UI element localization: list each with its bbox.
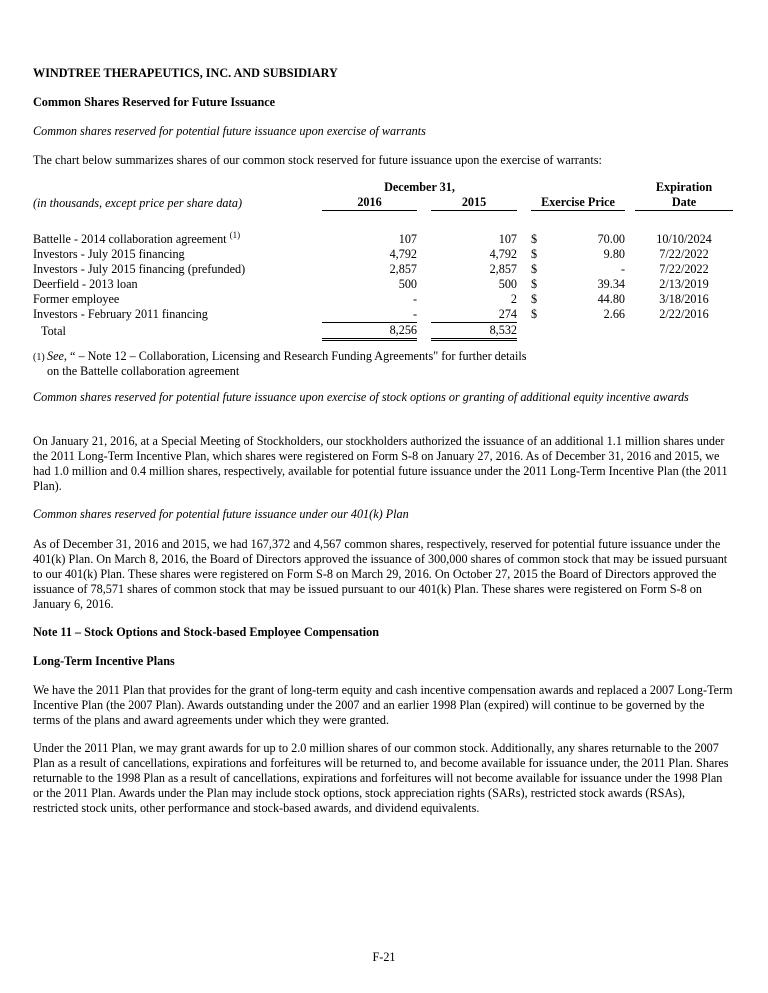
table-row bbox=[33, 232, 733, 247]
value-2016: - bbox=[412, 291, 417, 306]
exercise-price: - bbox=[620, 261, 625, 276]
options-paragraph: On January 21, 2016, at a Special Meeting of Stockholders, our stockholders authorized the issuance of an additional 1.1 million shares under the 2011 Long-Term Incentive Plan, which shares were registered on Form S-8 on January 27, 2016. As of December 31, 2016 and 2015, we had 1.0 million and 0.4 million shares, respectively, available for potential future issuance under the 2011 Long-Term Incentive Plan (the 2011 Plan). bbox=[33, 434, 728, 493]
expiration-date: 2/13/2019 bbox=[659, 276, 709, 291]
expiration-date: 7/22/2022 bbox=[659, 261, 709, 276]
warrants-intro: The chart below summarizes shares of our common stock reserved for future issuance upon the exercise of warrants: bbox=[33, 153, 602, 167]
expiration-date: 10/10/2024 bbox=[656, 231, 712, 246]
currency-symbol: $ bbox=[531, 291, 538, 306]
row-label: Investors - February 2011 financing bbox=[33, 307, 208, 321]
k401-subheading: Common shares reserved for potential future issuance under our 401(k) Plan bbox=[33, 507, 409, 521]
value-2015: 500 bbox=[498, 276, 517, 291]
total-row bbox=[33, 322, 733, 339]
exercise-price: 44.80 bbox=[597, 291, 625, 306]
footnote bbox=[33, 349, 533, 379]
col-2015-header: 2015 bbox=[431, 195, 517, 211]
row-label: Battelle - 2014 collaboration agreement bbox=[33, 231, 227, 246]
ltip-paragraph-1: We have the 2011 Plan that provides for the grant of long-term equity and cash incentive compensation awards and replaced a 2007 Long-Term Incentive Plan (the 2007 Plan). Awards outstanding under the 2007 and an earlier 1998 Plan (expired) will continue to be governed by the terms of the plans and award agreements under which they were granted. bbox=[33, 683, 733, 727]
table-row bbox=[33, 307, 733, 323]
total-2015: 8,532 bbox=[431, 322, 517, 339]
value-2015: 2,857 bbox=[489, 261, 517, 276]
expiration-date: 7/22/2022 bbox=[659, 246, 709, 261]
value-2016: 4,792 bbox=[389, 246, 417, 261]
value-2015: 2 bbox=[510, 291, 517, 306]
exercise-price-header: Exercise Price bbox=[531, 195, 625, 211]
footnote-see: See bbox=[47, 349, 64, 363]
value-2015: 107 bbox=[498, 231, 517, 246]
exercise-price: 2.66 bbox=[603, 307, 625, 321]
footnote-ref: (1) bbox=[229, 229, 241, 240]
value-2016: 107 bbox=[398, 231, 417, 246]
value-2016: - bbox=[412, 306, 417, 321]
warrants-table bbox=[33, 180, 733, 341]
value-2016: 500 bbox=[398, 276, 417, 291]
table-row bbox=[33, 292, 733, 307]
ltip-heading: Long-Term Incentive Plans bbox=[33, 654, 175, 668]
total-2016: 8,256 bbox=[322, 322, 417, 339]
row-label: Deerfield - 2013 loan bbox=[33, 276, 138, 291]
table-header-row-1 bbox=[33, 180, 733, 195]
table-row bbox=[33, 247, 733, 262]
exercise-price: 9.80 bbox=[603, 246, 625, 261]
currency-symbol: $ bbox=[531, 261, 538, 276]
note11-heading: Note 11 – Stock Options and Stock-based Employee Compensation bbox=[33, 625, 380, 639]
ltip-paragraph-2: Under the 2011 Plan, we may grant awards for up to 2.0 million shares of our common stock. Additionally, any shares returnable to the 2007 Plan as a result of cancellations, expirations and forfeitures will be returned to, and become available for issuance under, the 2011 Plan. Shares returnable to the 1998 Plan as a result of cancellations, expirations and forfeitures will not become available for issuance under the 1998 Plan or the 2011 Plan. Awards under the Plan may include stock options, stock appreciation rights (SARs), restricted stock awards (RSAs), restricted stock units, other performance and stock-based awards, and dividend equivalents. bbox=[33, 741, 729, 815]
warrants-subheading: Common shares reserved for potential future issuance upon exercise of warrants bbox=[33, 124, 426, 138]
table-row bbox=[33, 262, 733, 277]
currency-symbol: $ bbox=[531, 231, 538, 246]
footnote-mark: (1) bbox=[33, 352, 45, 363]
currency-symbol: $ bbox=[531, 307, 538, 321]
options-subheading: Common shares reserved for potential future issuance upon exercise of stock options or granting of additional equity incentive awards bbox=[33, 390, 689, 404]
expiration-header-line1: Expiration bbox=[655, 180, 713, 194]
page-number: F-21 bbox=[372, 950, 396, 964]
value-2015: 4,792 bbox=[489, 246, 517, 261]
row-label: Investors - July 2015 financing (prefunded) bbox=[33, 261, 246, 276]
row-label: Investors - July 2015 financing bbox=[33, 246, 185, 261]
value-2015: 274 bbox=[498, 306, 517, 321]
col-2016-header: 2016 bbox=[322, 195, 417, 211]
unit-note: (in thousands, except price per share data) bbox=[33, 195, 243, 210]
table-row bbox=[33, 277, 733, 292]
total-label: Total bbox=[41, 324, 66, 338]
row-label: Former employee bbox=[33, 291, 120, 306]
expiration-header-line2: Date bbox=[635, 195, 733, 211]
value-2016: 2,857 bbox=[389, 261, 417, 276]
expiration-date: 3/18/2016 bbox=[659, 291, 709, 306]
footnote-text: , “ – Note 12 – Collaboration, Licensing and Research Funding Agreements" for further details on the Battelle collaboration agreement bbox=[47, 349, 527, 378]
currency-symbol: $ bbox=[531, 276, 538, 291]
k401-paragraph: As of December 31, 2016 and 2015, we had 167,372 and 4,567 common shares, respectively, reserved for potential future issuance under the 401(k) Plan. On March 8, 2016, the Board of Directors approved the issuance of 300,000 shares of common stock that may be issued pursuant to our 401(k) Plan. These shares were registered on Form S-8 on March 29, 2016. On October 27, 2015 the Board of Directors approved the issuance of 78,571 shares of common stock that may be issued pursuant to our 401(k) Plan. These shares were registered on Form S-8 on January 6, 2016. bbox=[33, 537, 728, 611]
currency-symbol: $ bbox=[531, 246, 538, 261]
exercise-price: 70.00 bbox=[597, 231, 625, 246]
group-header: December 31, bbox=[384, 180, 455, 194]
section-heading: Common Shares Reserved for Future Issuance bbox=[33, 95, 276, 109]
company-title: WINDTREE THERAPEUTICS, INC. AND SUBSIDIARY bbox=[33, 66, 338, 80]
expiration-date: 2/22/2016 bbox=[659, 307, 709, 321]
table-header-row-2 bbox=[33, 195, 733, 211]
exercise-price: 39.34 bbox=[597, 276, 625, 291]
